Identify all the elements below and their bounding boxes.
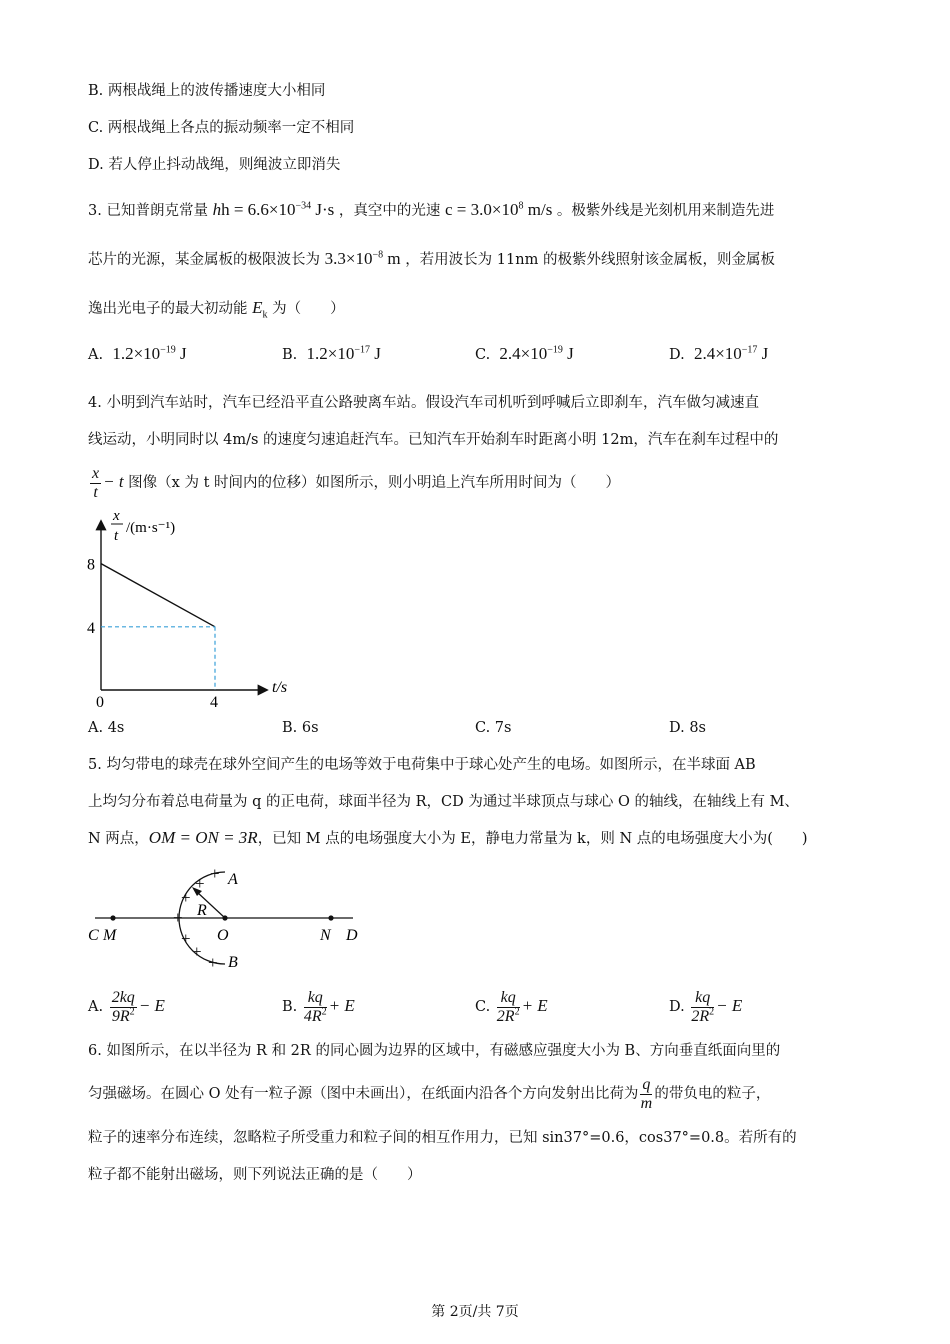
y-tick-label: 8 — [87, 556, 95, 574]
q6-line-3: 粒子的速率分布连续，忽略粒子所受重力和粒子间的相互作用力，已知 sin37°=0.6，cos37°=0.8。若所有的 — [88, 1130, 797, 1146]
q5-option-c: C. $\frac{kq}{2R^2}$ + E — [475, 988, 548, 1025]
q3-option-d: D. $2.4\times 10^{-17}$ J — [669, 344, 769, 363]
label-c: C — [88, 927, 99, 944]
q5-option-a: A. $\frac{2kq}{9R^2}$ − E — [88, 988, 165, 1025]
q4-line-3: $\frac{x}{t}$ − t 图像（x 为 t 时间内的位移）如图所示，则小明追上汽车所用时间为（ ） — [92, 464, 621, 501]
q3-option-b: B. $1.2\times 10^{-17}$ J — [282, 344, 381, 363]
point-o — [222, 915, 227, 920]
page-footer: 第 2页/共 7页 — [431, 1304, 519, 1320]
q3-line-3: 逸出光电子的最大初动能 $E_k$ 为（ ） — [88, 298, 345, 321]
y-axis-label — [111, 508, 175, 544]
q2-option-b: B. 两根战绳上的波传播速度大小相同 — [88, 83, 326, 99]
y-label-unit: /(m·s⁻¹) — [126, 520, 176, 536]
y-label-denominator: t — [114, 528, 119, 544]
planck-constant: hh = $6.6\times 10^{-34}$ J·s — [212, 200, 335, 219]
q4-line-1: 4. 小明到汽车站时，汽车已经沿平直公路驶离车站。假设汽车司机听到呼喊后立即刹车，汽车做匀减速直 — [88, 395, 759, 411]
label-a: A — [228, 871, 238, 888]
q6-line-1: 6. 如图所示，在以半径为 R 和 2R 的同心圆为边界的区域中，有磁感应强度大小为 B、方向垂直纸面向里的 — [88, 1043, 781, 1059]
point-n — [328, 915, 333, 920]
y-tick-label: 4 — [87, 619, 95, 637]
x-tick-label: 4 — [210, 694, 218, 711]
kinetic-energy-symbol: $E_k$ — [252, 298, 268, 321]
label-o: O — [217, 927, 229, 944]
q4-option-a: A. 4s — [88, 720, 125, 736]
q6-line-2: 匀强磁场。在圆心 O 处有一粒子源（图中未画出），在纸面内沿各个方向发射出比荷为 $\frac{q}{m}$ 的带负电的粒子， — [88, 1075, 771, 1112]
plus-charge: + — [192, 942, 202, 961]
q5-option-b: B. $\frac{kq}{4R^2}$ + E — [282, 988, 355, 1025]
charge-mass-ratio: $\frac{q}{m}$ — [640, 1075, 653, 1112]
q2-option-d: D. 若人停止抖动战绳，则绳波立即消失 — [88, 157, 341, 173]
label-r: R — [197, 902, 207, 919]
point-m — [110, 915, 115, 920]
q5-line-3: N 两点，OM = ON = 3R，已知 M 点的电场强度大小为 E，静电力常量为 k，则 N 点的电场强度大小为( ) — [88, 828, 808, 847]
speed-of-light: $c = 3.0\times 10^8$ m/s — [445, 200, 553, 219]
label-m: M — [103, 927, 117, 944]
label-b: B — [228, 954, 238, 971]
q3-line-1: 3. 已知普朗克常量 hh = $6.6\times 10^{-34}$ J·s ，真空中的光速 $c = 3.0\times 10^8$ m/s 。极紫外线是光刻机用来制造先进 — [88, 200, 775, 219]
hemisphere-diagram — [85, 862, 375, 980]
data-line — [101, 564, 215, 627]
threshold-wavelength: $3.3\times 10^{-8}$ m — [324, 249, 401, 268]
q4-option-b: B. 6s — [282, 720, 319, 736]
q6-line-4: 粒子都不能射出磁场，则下列说法正确的是（ ） — [88, 1167, 422, 1183]
plus-charge: + — [181, 888, 191, 907]
q4-option-c: C. 7s — [475, 720, 512, 736]
q5-line-2: 上均匀分布着总电荷量为 q 的正电荷，球面半径为 R，CD 为通过半球顶点与球心 O 的轴线，在轴线上有 M、 — [88, 794, 799, 810]
plus-charge: + — [173, 908, 183, 927]
xt-t-chart — [80, 508, 320, 713]
origin-label: 0 — [96, 694, 104, 711]
q3-line-2: 芯片的光源，某金属板的极限波长为 $3.3\times 10^{-8}$ m ，若用波长为 11nm 的极紫外线照射该金属板，则金属板 — [88, 249, 775, 268]
q2-option-c: C. 两根战绳上各点的振动频率一定不相同 — [88, 120, 355, 136]
q5-line-1: 5. 均匀带电的球壳在球外空间产生的电场等效于电荷集中于球心处产生的电场。如图所示，在半球面 AB — [88, 757, 756, 773]
plus-charge: + — [181, 929, 191, 948]
q5-option-d: D. $\frac{kq}{2R^2}$ − E — [669, 988, 743, 1025]
q4-line-2: 线运动，小明同时以 4m/s 的速度匀速追赶汽车。已知汽车开始刹车时距离小明 12m，汽车在刹车过程中的 — [88, 432, 779, 448]
y-label-numerator: x — [113, 508, 120, 524]
q4-option-d: D. 8s — [669, 720, 706, 736]
plus-charge: + — [210, 864, 220, 883]
q3-option-a: A. $1.2\times 10^{-19}$ J — [88, 344, 187, 363]
x-over-t-fraction: $\frac{x}{t}$ — [92, 464, 100, 501]
x-axis-label: t/s — [272, 679, 288, 696]
q3-option-c: C. $2.4\times 10^{-19}$ J — [475, 344, 574, 363]
label-d: D — [346, 927, 358, 944]
plus-charge: + — [195, 874, 205, 893]
label-n: N — [320, 927, 331, 944]
plus-charge: + — [208, 953, 218, 972]
